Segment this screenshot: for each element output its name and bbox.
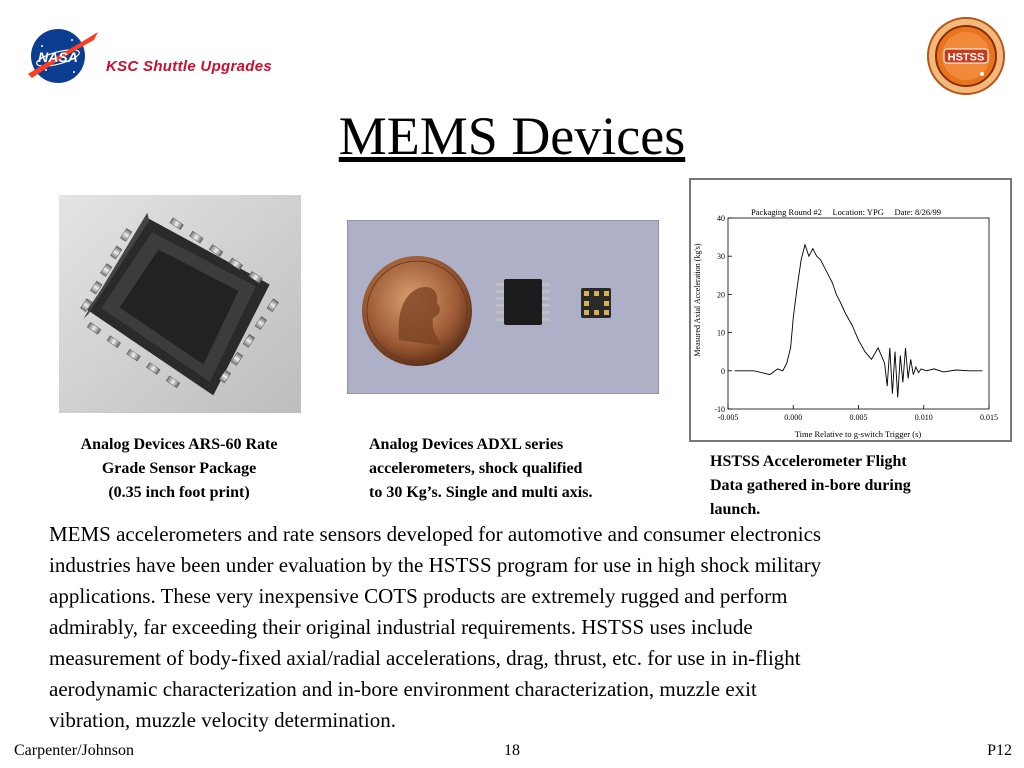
chart-xtick-label: 0.010 (914, 413, 933, 422)
accelerometer-flight-data-chart (691, 180, 1010, 440)
caption-adxl-line: Analog Devices ADXL series (369, 436, 564, 453)
caption-hstss-line: HSTSS Accelerometer Flight (710, 453, 907, 470)
body-line: admirably, far exceeding their original industrial requirements. HSTSS uses include (49, 615, 753, 639)
caption-adxl-line: accelerometers, shock qualified (369, 460, 583, 477)
caption-adxl-line: to 30 Kg’s. Single and multi axis. (369, 484, 593, 501)
caption-ars-60-line: (0.35 inch foot print) (108, 484, 250, 501)
chart-xtick-label: 0.000 (784, 413, 803, 422)
hstss-logo-text: HSTSS (947, 51, 985, 64)
chart-frame (689, 178, 1012, 442)
body-line: measurement of body-fixed axial/radial accelerations, drag, thrust, etc. for use in in-flight (49, 646, 801, 670)
chart-series-line (735, 245, 983, 398)
ars-60-sensor-package-photo (59, 195, 301, 413)
chart-ytick-label: 0 (721, 366, 725, 376)
footer-slide-id: P12 (987, 742, 1012, 759)
body-line: industries have been under evaluation by the HSTSS program for use in high shock military (49, 553, 822, 577)
body-line: applications. These very inexpensive COTS products are extremely rugged and perform (49, 584, 788, 608)
chart-ytick-label: 20 (717, 290, 725, 300)
chart-ytick-label: 30 (717, 252, 725, 262)
body-paragraph (49, 519, 1009, 736)
body-line: aerodynamic characterization and in-bore environment characterization, muzzle exit (49, 677, 757, 701)
nasa-logo-text: NASA (38, 49, 78, 65)
header-org-text: KSC Shuttle Upgrades (106, 58, 273, 75)
chart-ytick-label: -10 (714, 405, 725, 414)
chart-ylabel: Measured Axial Acceleration (kg's) (693, 243, 702, 357)
body-line: vibration, muzzle velocity determination. (49, 708, 396, 732)
caption-hstss-line: launch. (710, 501, 761, 518)
adxl-accelerometers-beside-penny-photo (347, 220, 659, 394)
caption-ars-60 (40, 433, 318, 505)
caption-adxl (369, 433, 669, 505)
chart-xlabel: Time Relative to g-switch Trigger (s) (794, 429, 922, 439)
chart-xtick-label: -0.005 (717, 413, 739, 422)
caption-hstss-line: Data gathered in-bore during (710, 477, 911, 494)
chart-title: Packaging Round #2 Location: YPG Date: 8/26/99 (751, 207, 941, 217)
chart-xtick-label: 0.015 (980, 413, 998, 422)
caption-ars-60-line: Grade Sensor Package (101, 460, 257, 477)
caption-ars-60-line: Analog Devices ARS-60 Rate (80, 436, 278, 453)
chart-plot-area (728, 218, 989, 409)
footer-page-number: 18 (504, 742, 520, 759)
nasa-logo (24, 22, 100, 86)
chart-ytick-label: 10 (717, 328, 725, 338)
caption-hstss-flight-data (710, 450, 980, 522)
body-line: MEMS accelerometers and rate sensors developed for automotive and consumer electronics (49, 522, 822, 546)
chart-xtick-label: 0.005 (849, 413, 868, 422)
hstss-logo (926, 16, 1006, 96)
footer-authors: Carpenter/Johnson (14, 742, 134, 759)
page-title: MEMS Devices (338, 106, 686, 166)
chart-ytick-label: 40 (717, 214, 725, 223)
